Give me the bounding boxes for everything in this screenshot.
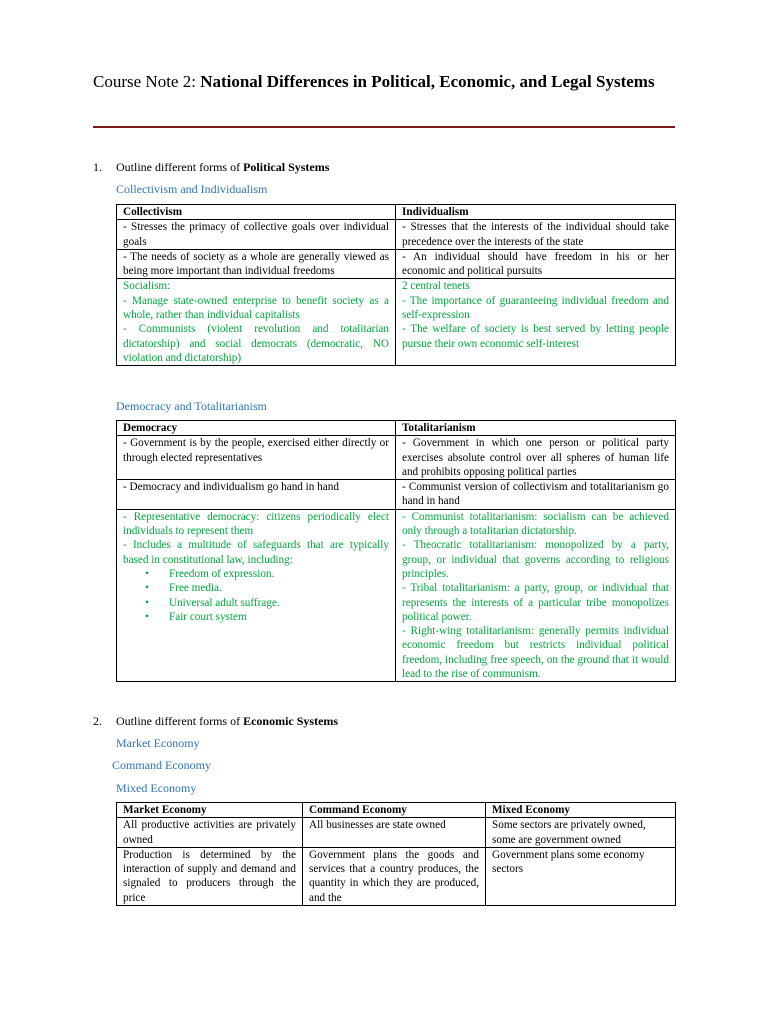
cell-line: - Communist totalitarianism: socialism can be achieved only through a totalitarian dictatorship. (402, 510, 669, 538)
header-democracy: Democracy (117, 421, 396, 436)
table-democracy-totalitarianism (116, 420, 676, 682)
cell-line: - Communists (violent revolution and totalitarian dictatorship) and social democrats (democratic, NO violation and dictatorship) (123, 323, 389, 364)
table-cell: - Government in which one person or political party exercises absolute control over all spheres of human life and prohibits opposing political parties (396, 436, 676, 480)
title-main: National Differences in Political, Economic, and Legal Systems (200, 72, 655, 91)
table-cell: Government plans the goods and services that a country produces, the quantity in which they are produced, and the (303, 847, 486, 905)
table-cell: All businesses are state owned (303, 818, 486, 848)
section-bold: Economic Systems (243, 714, 339, 728)
table-cell: - The needs of society as a whole are generally viewed as being more important than individual freedoms (117, 249, 396, 279)
subheading-market-economy: Market Economy (116, 736, 200, 750)
cell-line: Socialism: (123, 280, 171, 293)
section-bold: Political Systems (243, 160, 330, 174)
header-collectivism: Collectivism (117, 205, 396, 220)
section-text: Outline different forms of (116, 160, 244, 174)
table-row (117, 847, 676, 905)
page-title (93, 71, 675, 93)
table-header-row (117, 205, 676, 220)
cell-line: 2 central tenets (402, 280, 470, 293)
subheading-mixed-economy: Mixed Economy (116, 781, 197, 795)
cell-line: - Representative democracy: citizens periodically elect individuals to represent them (123, 510, 389, 538)
subheading-collectivism-individualism: Collectivism and Individualism (116, 182, 268, 196)
table-cell-socialism (117, 279, 396, 366)
cell-line: - Manage state-owned enterprise to benefit society as a whole, rather than individual capitalists (123, 294, 389, 322)
list-item: • Fair court system (169, 610, 389, 624)
table-cell: - Government is by the people, exercised either directly or through elected representatives (117, 436, 396, 480)
list-item: • Free media. (169, 581, 389, 595)
section-heading-economic (93, 713, 338, 729)
list-item: • Freedom of expression. (169, 567, 389, 581)
header-market: Market Economy (117, 803, 303, 818)
table-cell: All productive activities are privately owned (117, 818, 303, 848)
table-row (117, 279, 676, 366)
cell-line: - The welfare of society is best served by letting people pursue their own economic self-interest (402, 323, 669, 350)
header-mixed: Mixed Economy (486, 803, 676, 818)
table-row (117, 220, 676, 250)
table-header-row (117, 803, 676, 818)
table-cell: - Democracy and individualism go hand in hand (117, 480, 396, 510)
section-heading-political (93, 159, 329, 175)
table-collectivism-individualism (116, 204, 676, 366)
cell-line: - The importance of guaranteeing individual freedom and self-expression (402, 294, 669, 322)
cell-line: - Tribal totalitarianism: a party, group, or individual that represents the interests of a particular tribe monopolizes political power. (402, 582, 669, 623)
table-cell: - Stresses that the interests of the individual should take precedence over the interests of the state (396, 220, 676, 250)
header-command: Command Economy (303, 803, 486, 818)
table-row (117, 509, 676, 682)
table-row (117, 249, 676, 279)
table-row (117, 480, 676, 510)
cell-line: - Theocratic totalitarianism: monopolized by a party, group, or individual that governs according to religious principles. (402, 539, 669, 580)
table-cell-tenets (396, 279, 676, 366)
table-header-row (117, 421, 676, 436)
table-cell: - An individual should have freedom in his or her economic and political pursuits (396, 249, 676, 279)
title-divider (93, 126, 675, 128)
section-number: 1. (93, 160, 102, 174)
subheading-democracy-totalitarianism: Democracy and Totalitarianism (116, 399, 267, 413)
section-number: 2. (93, 714, 102, 728)
subheading-command-economy: Command Economy (112, 758, 211, 772)
table-cell-democracy-details (117, 509, 396, 682)
table-cell-totalitarianism-details (396, 509, 676, 682)
table-cell: - Communist version of collectivism and totalitarianism go hand in hand (396, 480, 676, 510)
table-cell: Some sectors are privately owned, some are government owned (486, 818, 676, 848)
table-row (117, 436, 676, 480)
section-text: Outline different forms of (116, 714, 244, 728)
list-item: • Universal adult suffrage. (169, 596, 389, 610)
safeguards-list (123, 567, 389, 624)
table-cell: Government plans some economy sectors (486, 847, 676, 905)
header-totalitarianism: Totalitarianism (396, 421, 676, 436)
table-cell: - Stresses the primacy of collective goals over individual goals (117, 220, 396, 250)
table-row (117, 818, 676, 848)
cell-line: - Right-wing totalitarianism: generally permits individual economic freedom but restricts individual political freedom, including free speech, on the ground that it would lead to the rise of communism. (402, 625, 669, 681)
cell-line: - Includes a multitude of safeguards that are typically based in constitutional law, including: (123, 539, 389, 566)
title-prefix: Course Note 2: (93, 72, 201, 91)
table-cell: Production is determined by the interaction of supply and demand and signaled to producers through the price (117, 847, 303, 905)
table-economic-systems (116, 802, 676, 906)
header-individualism: Individualism (396, 205, 676, 220)
